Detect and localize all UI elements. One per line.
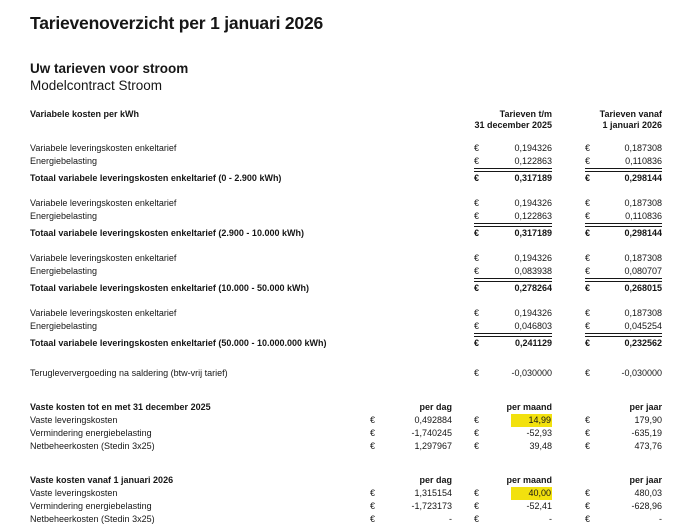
amount-value: 0,187308 — [624, 253, 662, 263]
euro-sign: € — [474, 173, 480, 183]
tariff-group-50000-10000000 — [30, 307, 662, 350]
amount-cell-until-2025 — [474, 281, 552, 295]
euro-sign: € — [474, 368, 480, 378]
tariff-group-0-2900 — [30, 142, 662, 185]
column-header-per-dag: per dag — [419, 475, 452, 485]
amount-value: 0,187308 — [624, 143, 662, 153]
amount-cell-per-maand — [474, 513, 552, 526]
amount-cell-per-jaar — [585, 427, 662, 440]
amount-value: 0,083938 — [514, 266, 552, 276]
amount-value: -0,030000 — [621, 368, 662, 378]
euro-sign: € — [585, 308, 591, 318]
euro-sign: € — [370, 514, 376, 524]
row-label: Vaste leveringskosten — [30, 488, 118, 498]
amount-value: 0,298144 — [624, 228, 662, 238]
euro-sign: € — [585, 514, 591, 524]
amount-cell-from-2026 — [585, 320, 662, 334]
amount-cell-per-jaar — [585, 487, 662, 500]
euro-sign: € — [474, 488, 480, 498]
table-row — [30, 414, 662, 427]
amount-cell-per-jaar — [585, 414, 662, 427]
amount-cell-until-2025 — [474, 265, 552, 279]
row-label: Totaal variabele leveringskosten enkeltarief (2.900 - 10.000 kWh) — [30, 228, 304, 238]
euro-sign: € — [474, 415, 480, 425]
euro-sign: € — [585, 283, 591, 293]
table-row — [30, 500, 662, 513]
amount-value: 0,194326 — [514, 253, 552, 263]
amount-value: 0,317189 — [514, 173, 552, 183]
amount-cell-from-2026 — [585, 155, 662, 169]
amount-value: 0,194326 — [514, 198, 552, 208]
amount-cell-from-2026 — [585, 281, 662, 295]
table-row — [30, 197, 662, 210]
amount-cell-per-dag — [370, 513, 452, 526]
highlighted-value: 40,00 — [511, 487, 552, 500]
fixed-costs-title: Vaste kosten vanaf 1 januari 2026 — [30, 475, 174, 485]
amount-cell-per-maand — [474, 487, 552, 500]
amount-value: 1,297967 — [414, 441, 452, 451]
amount-cell-from-2026 — [585, 252, 662, 265]
amount-cell-per-dag — [370, 500, 452, 513]
amount-cell-from-2026 — [585, 307, 662, 320]
euro-sign: € — [474, 321, 480, 331]
amount-value: 0,298144 — [624, 173, 662, 183]
table-total-row — [30, 226, 662, 240]
tariff-group-10000-50000 — [30, 252, 662, 295]
table-row — [30, 320, 662, 334]
row-label: Energiebelasting — [30, 211, 98, 221]
amount-value: 0,194326 — [514, 308, 552, 318]
row-label: Vermindering energiebelasting — [30, 501, 152, 511]
euro-sign: € — [585, 441, 591, 451]
amount-cell-per-maand — [474, 414, 552, 427]
amount-cell-until-2025 — [474, 252, 552, 265]
amount-value: 0,110836 — [625, 156, 662, 166]
euro-sign: € — [474, 198, 480, 208]
row-label: Totaal variabele leveringskosten enkeltarief (0 - 2.900 kWh) — [30, 173, 282, 183]
amount-value: 0,187308 — [624, 308, 662, 318]
amount-value: 0,046803 — [514, 321, 552, 331]
euro-sign: € — [585, 368, 591, 378]
row-label: Variabele leveringskosten enkeltarief — [30, 198, 177, 208]
amount-value: 0,268015 — [624, 283, 662, 293]
table-row — [30, 265, 662, 279]
amount-value: 0,187308 — [624, 198, 662, 208]
row-label: Vermindering energiebelasting — [30, 428, 152, 438]
euro-sign: € — [585, 501, 591, 511]
amount-value: 39,48 — [529, 441, 552, 451]
column-header-from-2026 — [585, 109, 662, 131]
table-total-row — [30, 336, 662, 350]
amount-value: 0,241129 — [514, 338, 552, 348]
euro-sign: € — [474, 283, 480, 293]
amount-cell-per-jaar — [585, 500, 662, 513]
euro-sign: € — [585, 266, 591, 276]
amount-value: - — [659, 514, 662, 524]
amount-value: 0,122863 — [514, 211, 552, 221]
euro-sign: € — [474, 156, 480, 166]
column-header-per-maand: per maand — [506, 475, 552, 485]
euro-sign: € — [474, 514, 480, 524]
euro-sign: € — [370, 501, 376, 511]
euro-sign: € — [474, 228, 480, 238]
amount-value: 0,110836 — [625, 211, 662, 221]
euro-sign: € — [585, 156, 591, 166]
amount-cell-per-dag — [370, 427, 452, 440]
fixed-costs-table-2025 — [30, 401, 662, 453]
euro-sign: € — [370, 488, 376, 498]
amount-value: 0,045254 — [624, 321, 662, 331]
table-row — [30, 142, 662, 155]
table-row — [30, 307, 662, 320]
euro-sign: € — [370, 441, 376, 451]
variable-costs-header-row — [30, 109, 662, 131]
amount-value: -628,96 — [631, 501, 662, 511]
euro-sign: € — [474, 253, 480, 263]
column-header-line: Tarieven vanaf — [599, 109, 662, 119]
amount-value: 0,122863 — [514, 156, 552, 166]
euro-sign: € — [474, 143, 480, 153]
euro-sign: € — [474, 428, 480, 438]
amount-value: 0,278264 — [514, 283, 552, 293]
amount-cell-from-2026 — [585, 142, 662, 155]
amount-cell-until-2025 — [474, 336, 552, 350]
euro-sign: € — [585, 253, 591, 263]
amount-cell-from-2026 — [585, 336, 662, 350]
amount-value: 473,76 — [634, 441, 662, 451]
variable-costs-table — [30, 109, 662, 380]
amount-value: -1,740245 — [411, 428, 452, 438]
row-label: Variabele leveringskosten enkeltarief — [30, 143, 177, 153]
euro-sign: € — [585, 173, 591, 183]
amount-value: -52,41 — [526, 501, 552, 511]
amount-cell-from-2026 — [585, 367, 662, 380]
amount-cell-until-2025 — [474, 142, 552, 155]
row-label: Totaal variabele leveringskosten enkeltarief (50.000 - 10.000.000 kWh) — [30, 338, 327, 348]
row-label: Vaste leveringskosten — [30, 415, 118, 425]
table-row — [30, 513, 662, 526]
euro-sign: € — [370, 428, 376, 438]
euro-sign: € — [585, 415, 591, 425]
euro-sign: € — [585, 198, 591, 208]
amount-cell-per-dag — [370, 414, 452, 427]
row-label: Energiebelasting — [30, 156, 98, 166]
row-label: Energiebelasting — [30, 321, 98, 331]
row-label: Terugleververgoeding na saldering (btw-vrij tarief) — [30, 368, 228, 378]
amount-cell-per-dag — [370, 440, 452, 453]
column-header-per-maand: per maand — [506, 402, 552, 412]
euro-sign: € — [370, 415, 376, 425]
amount-value: 0,492884 — [414, 415, 452, 425]
section-subtitle: Modelcontract Stroom — [30, 78, 163, 93]
table-row — [30, 427, 662, 440]
amount-value: -52,93 — [526, 428, 552, 438]
euro-sign: € — [585, 488, 591, 498]
column-header-line: 31 december 2025 — [474, 120, 552, 130]
fixed-costs-table-2026 — [30, 474, 662, 526]
amount-value: 0,317189 — [514, 228, 552, 238]
euro-sign: € — [585, 321, 591, 331]
amount-value: 0,232562 — [624, 338, 662, 348]
amount-cell-until-2025 — [474, 197, 552, 210]
section-title: Uw tarieven voor stroom — [30, 61, 189, 76]
amount-value: -1,723173 — [411, 501, 452, 511]
amount-value: 179,90 — [634, 415, 662, 425]
euro-sign: € — [474, 501, 480, 511]
euro-sign: € — [585, 228, 591, 238]
tariff-group-2900-10000 — [30, 197, 662, 240]
amount-cell-until-2025 — [474, 171, 552, 185]
euro-sign: € — [474, 211, 480, 221]
amount-cell-per-maand — [474, 500, 552, 513]
euro-sign: € — [585, 338, 591, 348]
amount-cell-from-2026 — [585, 197, 662, 210]
amount-value: 0,080707 — [624, 266, 662, 276]
table-row — [30, 440, 662, 453]
row-label: Variabele leveringskosten enkeltarief — [30, 253, 177, 263]
table-total-row — [30, 171, 662, 185]
amount-cell-until-2025 — [474, 307, 552, 320]
variable-costs-header-label: Variabele kosten per kWh — [30, 109, 140, 119]
amount-cell-per-maand — [474, 440, 552, 453]
amount-value: 1,315154 — [414, 488, 452, 498]
amount-cell-until-2025 — [474, 155, 552, 169]
amount-value: - — [449, 514, 452, 524]
amount-cell-until-2025 — [474, 367, 552, 380]
amount-cell-from-2026 — [585, 265, 662, 279]
row-label: Variabele leveringskosten enkeltarief — [30, 308, 177, 318]
amount-cell-until-2025 — [474, 226, 552, 240]
column-header-until-2025 — [474, 109, 552, 131]
amount-cell-per-maand — [474, 427, 552, 440]
amount-cell-per-dag — [370, 487, 452, 500]
fixed-costs-title: Vaste kosten tot en met 31 december 2025 — [30, 402, 211, 412]
euro-sign: € — [474, 441, 480, 451]
amount-value: 0,194326 — [514, 143, 552, 153]
column-header-per-dag: per dag — [419, 402, 452, 412]
euro-sign: € — [585, 143, 591, 153]
euro-sign: € — [474, 308, 480, 318]
euro-sign: € — [585, 211, 591, 221]
row-label: Energiebelasting — [30, 266, 98, 276]
table-row — [30, 252, 662, 265]
amount-value: - — [549, 514, 552, 524]
fixed-costs-header-row — [30, 401, 662, 414]
fixed-costs-header-row — [30, 474, 662, 487]
euro-sign: € — [585, 428, 591, 438]
table-row — [30, 210, 662, 224]
amount-value: -635,19 — [631, 428, 662, 438]
euro-sign: € — [474, 266, 480, 276]
amount-cell-from-2026 — [585, 210, 662, 224]
amount-cell-until-2025 — [474, 320, 552, 334]
column-header-per-jaar: per jaar — [629, 475, 662, 485]
euro-sign: € — [474, 338, 480, 348]
table-row — [30, 487, 662, 500]
amount-value: -0,030000 — [511, 368, 552, 378]
amount-cell-until-2025 — [474, 210, 552, 224]
column-header-per-jaar: per jaar — [629, 402, 662, 412]
amount-cell-from-2026 — [585, 171, 662, 185]
row-label: Totaal variabele leveringskosten enkeltarief (10.000 - 50.000 kWh) — [30, 283, 309, 293]
amount-cell-per-jaar — [585, 440, 662, 453]
row-label: Netbeheerkosten (Stedin 3x25) — [30, 441, 155, 451]
page-title: Tarievenoverzicht per 1 januari 2026 — [30, 13, 324, 33]
amount-value: 480,03 — [634, 488, 662, 498]
row-label: Netbeheerkosten (Stedin 3x25) — [30, 514, 155, 524]
feed-in-compensation-row — [30, 367, 662, 380]
amount-cell-from-2026 — [585, 226, 662, 240]
highlighted-value: 14,99 — [511, 414, 552, 427]
table-total-row — [30, 281, 662, 295]
amount-cell-per-jaar — [585, 513, 662, 526]
column-header-line: 1 januari 2026 — [602, 120, 662, 130]
column-header-line: Tarieven t/m — [499, 109, 552, 119]
table-row — [30, 155, 662, 169]
